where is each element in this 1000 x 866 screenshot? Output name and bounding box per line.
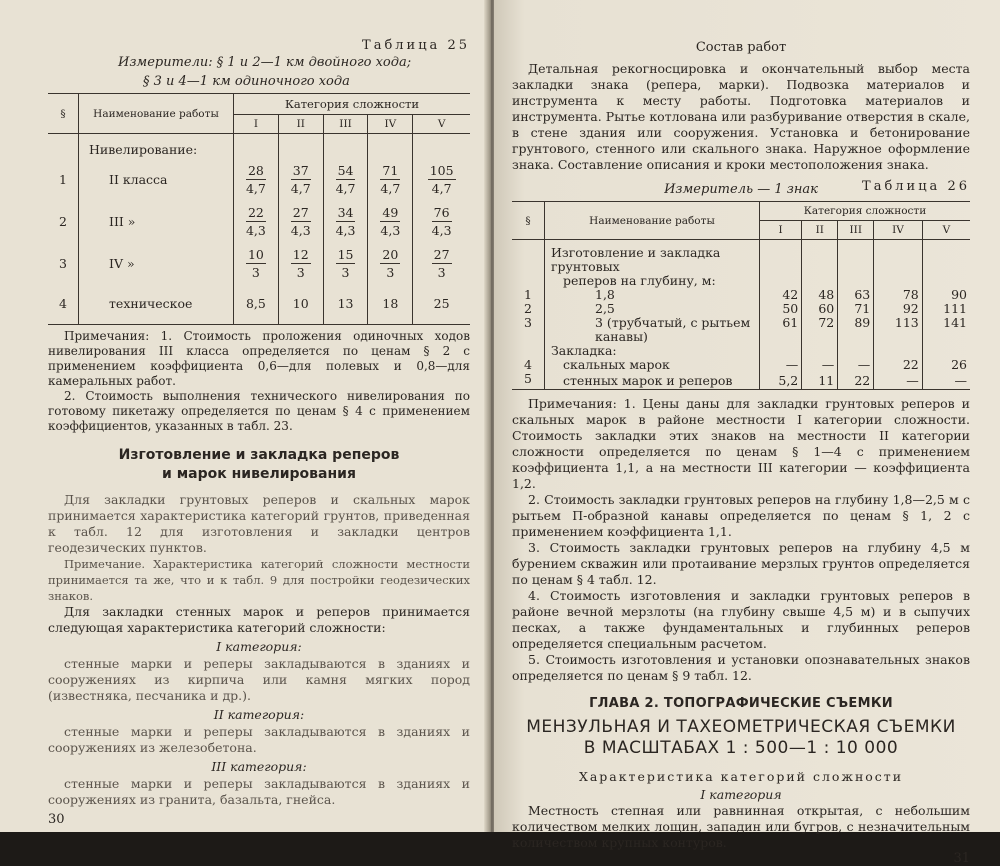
- value: —: [760, 358, 802, 372]
- value: 25: [413, 284, 470, 324]
- note-2: 2. Стоимость закладки грунтовых реперов на глубину 1,8—2,5 м с рытьем П-образной канавы определяется по ценам § 1, 2 с применением коэффициента 1,1.: [512, 492, 970, 539]
- table-row: [48, 158, 470, 200]
- row-name: стенных марок и реперов: [545, 372, 760, 390]
- col-category-header: Категория сложности: [760, 202, 971, 221]
- paragraph: стенные марки и реперы закладываются в зданиях и сооружениях из железобетона.: [48, 723, 470, 755]
- group-label: Закладка:: [545, 344, 760, 358]
- col-num-header: §: [48, 94, 79, 134]
- cat-header-3: III: [323, 115, 368, 134]
- category-heading: I категория: [700, 787, 782, 802]
- table-row: [48, 200, 470, 242]
- paragraph: стенные марки и реперы закладываются в зданиях и сооружениях из кирпича или камня мягких пород (известняка, песчаника и др.).: [48, 655, 470, 703]
- value: 113: [874, 316, 923, 344]
- cat-header-1: I: [760, 221, 802, 240]
- section-title-line-2: и марок нивелирования: [162, 465, 356, 482]
- row-name: IV »: [79, 242, 234, 284]
- value-bottom: 4,7: [431, 180, 452, 196]
- value: —: [838, 358, 874, 372]
- value: 90: [922, 288, 970, 302]
- value: 22: [838, 372, 874, 390]
- value-top: 34: [337, 204, 354, 220]
- group-label: Нивелирование:: [79, 134, 234, 159]
- value: —: [922, 372, 970, 390]
- intro-text: [512, 61, 970, 173]
- value-bottom: 3: [437, 264, 446, 280]
- right-page: [494, 0, 1000, 866]
- row-name: II класса: [79, 158, 234, 200]
- measure: Измеритель — 1 знак: [664, 182, 818, 197]
- value-bottom: 4,7: [335, 180, 356, 196]
- value-bottom: 3: [341, 264, 350, 280]
- value-top: 10: [247, 246, 264, 262]
- measure-line-1: Измерители: § 1 и 2—1 км двойного хода;: [118, 55, 412, 70]
- note-2: 2. Стоимость выполнения технического нивелирования по готовому пикетажу определяется по ценам § 4 с применением коэффициентов, указанных в табл. 23.: [48, 388, 470, 433]
- cat-header-2: II: [278, 115, 323, 134]
- row-num: 2: [524, 301, 532, 316]
- page-number: 30: [48, 811, 65, 827]
- value-top: 37: [292, 162, 309, 178]
- value: 78: [874, 288, 923, 302]
- value-bottom: 3: [296, 264, 305, 280]
- col-name-header: Наименование работы: [79, 94, 234, 134]
- big-title-line-2: В МАСШТАБАХ 1 : 500—1 : 10 000: [583, 738, 899, 758]
- value-top: 20: [382, 246, 399, 262]
- table-26-caption: Таблица 26: [862, 179, 970, 194]
- value: 61: [760, 316, 802, 344]
- right-body-text: [512, 803, 970, 851]
- paragraph: Для закладки грунтовых реперов и скальных марок принимается характеристика категорий грунтов, приведенная к табл. 12 для изготовления и закладки центров геодезических пунктов.: [48, 491, 470, 555]
- value: 63: [838, 288, 874, 302]
- col-name-header: Наименование работы: [545, 202, 760, 240]
- value: 5,2: [760, 372, 802, 390]
- row-name: скальных марок: [545, 358, 760, 372]
- table-25-notes: [48, 329, 470, 434]
- row-num: 1: [59, 171, 67, 187]
- value: 26: [922, 358, 970, 372]
- value-top: 27: [292, 204, 309, 220]
- value: 11: [802, 372, 838, 390]
- value: 42: [760, 288, 802, 302]
- row-name: 3 (трубчатый, с рытьем канавы): [545, 316, 760, 344]
- value-top: 76: [433, 204, 450, 220]
- value-top: 105: [429, 162, 454, 178]
- value: —: [802, 358, 838, 372]
- value-bottom: 4,3: [380, 222, 401, 238]
- value-top: 22: [247, 204, 264, 220]
- value-top: 27: [433, 246, 450, 262]
- row-num: 1: [524, 287, 532, 302]
- row-name: 1,8: [545, 288, 760, 302]
- note-1: Примечания: 1. Цены даны для закладки грунтовых реперов и скальных марок в районе местности I категории сложности. Стоимость закладки этих знаков на местности II категории сложности определяется по ценам § 1—4 с применением коэффициента 1,1, а на местности III категории — коэффициента 1,2.: [512, 396, 970, 491]
- value: 10: [278, 284, 323, 324]
- note-5: 5. Стоимость изготовления и установки опознавательных знаков определяется по ценам § 9 табл. 12.: [512, 652, 970, 683]
- table-row: [512, 344, 970, 358]
- row-name: техническое: [79, 284, 234, 324]
- left-page: [0, 0, 488, 832]
- value: 60: [802, 302, 838, 316]
- value: 111: [922, 302, 970, 316]
- row-num: 3: [524, 315, 532, 330]
- col-category-header: Категория сложности: [234, 94, 471, 115]
- value-bottom: 4,3: [431, 222, 452, 238]
- value: 8,5: [234, 284, 279, 324]
- col-num-header: §: [512, 202, 545, 240]
- table-row: [512, 358, 970, 372]
- value-top: 71: [382, 162, 399, 178]
- value-top: 28: [247, 162, 264, 178]
- row-num: 5: [512, 372, 545, 390]
- value: 22: [874, 358, 923, 372]
- section-title: [48, 446, 470, 484]
- left-body-text: [48, 492, 470, 808]
- category-heading: I категория:: [216, 638, 302, 654]
- page-number: 31: [953, 851, 970, 866]
- paragraph: Примечание. Характеристика категорий сложности местности принимается та же, что и к табл. 9 для постройки геодезических знаков.: [48, 556, 470, 603]
- composition-heading: Состав работ: [695, 40, 787, 55]
- value-top: 12: [292, 246, 309, 262]
- value: 18: [368, 284, 413, 324]
- value-top: 15: [337, 246, 354, 262]
- table-25-caption: Таблица 25: [362, 38, 470, 53]
- table-row: [48, 242, 470, 284]
- table-row: [512, 316, 970, 344]
- group-label: реперов на глубину, м:: [545, 274, 760, 288]
- cat-header-1: I: [234, 115, 279, 134]
- row-name: III »: [79, 200, 234, 242]
- category-heading: II категория:: [213, 706, 305, 722]
- value-top: 54: [337, 162, 354, 178]
- row-name: 2,5: [545, 302, 760, 316]
- row-num: 2: [59, 213, 67, 229]
- table-row: [512, 302, 970, 316]
- paragraph: Для закладки стенных марок и реперов принимается следующая характеристика категорий сложности:: [48, 603, 470, 635]
- value: —: [874, 372, 923, 390]
- note-1: Примечания: 1. Стоимость проложения одиночных ходов нивелирования III класса определяется по ценам § 2 с применением коэффициента 0,6—для полевых и 0,8—для камеральных работ.: [48, 328, 470, 388]
- note-3: 3. Стоимость закладки грунтовых реперов на глубину 4,5 м бурением скважин или протаивание мерзлых грунтов определяется по ценам § 4 табл. 12.: [512, 540, 970, 587]
- row-num: 4: [48, 284, 79, 324]
- value: 92: [874, 302, 923, 316]
- group-label: Изготовление и закладка грунтовых: [545, 240, 760, 275]
- paragraph: Детальная рекогносцировка и окончательный выбор места закладки знака (репера, марки). Подвозка материалов и инструмента к месту работы. Подготовка материалов и инструмента. Рытье котлована или разбуривание отверстия в скале, в стене здания или сооружения. Установка и бетонирование грунтового, стенного или скального знака. Наружное оформление знака. Составление описания и кроки местоположения знака.: [512, 61, 970, 172]
- value-bottom: 3: [386, 264, 395, 280]
- value: 141: [922, 316, 970, 344]
- table-row: [512, 288, 970, 302]
- value: 72: [802, 316, 838, 344]
- table-26: [512, 201, 970, 390]
- value: 89: [838, 316, 874, 344]
- cat-header-2: II: [802, 221, 838, 240]
- value: 13: [323, 284, 368, 324]
- table-row: [48, 134, 470, 159]
- chapter-title: ГЛАВА 2. ТОПОГРАФИЧЕСКИЕ СЪЕМКИ: [589, 696, 893, 711]
- value-bottom: 4,3: [335, 222, 356, 238]
- big-title-line-1: МЕНЗУЛЬНАЯ И ТАХЕОМЕТРИЧЕСКАЯ СЪЕМКИ: [526, 717, 956, 737]
- cat-header-4: IV: [874, 221, 923, 240]
- value-bottom: 4,7: [245, 180, 266, 196]
- cat-header-5: V: [413, 115, 470, 134]
- note-4: 4. Стоимость изготовления и закладки грунтовых реперов в районе вечной мерзлоты (на глубину свыше 4,5 м) и в сыпучих песках, а также фундаментальных и глубинных реперов определяется специальным расчетом.: [512, 588, 970, 651]
- category-heading: III категория:: [211, 758, 307, 774]
- value-bottom: 4,7: [380, 180, 401, 196]
- section-title-line-1: Изготовление и закладка реперов: [118, 446, 400, 463]
- characteristics-heading: Характеристика категорий сложности: [578, 769, 904, 784]
- value: 50: [760, 302, 802, 316]
- cat-header-4: IV: [368, 115, 413, 134]
- value-bottom: 4,7: [290, 180, 311, 196]
- cat-header-5: V: [922, 221, 970, 240]
- value-top: 49: [382, 204, 399, 220]
- row-num: 4: [524, 357, 532, 372]
- value-bottom: 4,3: [245, 222, 266, 238]
- section-big-title: [512, 717, 970, 759]
- table-row: [512, 240, 970, 275]
- measure-line-2: § 3 и 4—1 км одиночного хода: [143, 74, 350, 89]
- paragraph: стенные марки и реперы закладываются в зданиях и сооружениях из гранита, базальта, гнейса.: [48, 775, 470, 807]
- value-bottom: 4,3: [290, 222, 311, 238]
- table-row: [48, 284, 470, 324]
- table-25: [48, 93, 470, 325]
- value: 71: [838, 302, 874, 316]
- table-26-notes: [512, 396, 970, 684]
- paragraph: Местность степная или равнинная открытая, с небольшим количеством мелких лощин, западин или бугров, с незначительным количеством крупных контуров.: [512, 803, 970, 850]
- cat-header-3: III: [838, 221, 874, 240]
- row-num: 3: [59, 255, 67, 271]
- table-row: [512, 274, 970, 288]
- value-bottom: 3: [251, 264, 260, 280]
- value: 48: [802, 288, 838, 302]
- table-row: [512, 372, 970, 390]
